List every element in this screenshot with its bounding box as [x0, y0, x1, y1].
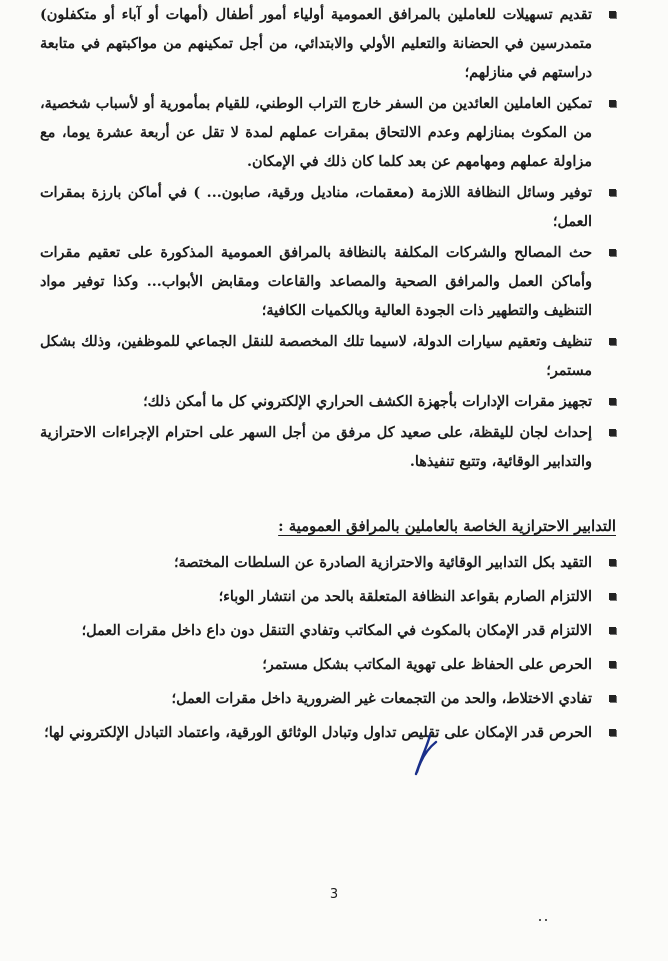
signature-mark: [410, 732, 440, 778]
list-item-text: التقيد بكل التدابير الوقائية والاحترازية الصادرة عن السلطات المختصة؛: [173, 554, 592, 571]
list-item-text: الحرص قدر الإمكان على تقليص تداول وتبادل الوثائق الورقية، واعتماد التبادل الإلكتروني لها؛: [44, 724, 592, 741]
speck-mark: [539, 919, 541, 921]
list-item-text: إحداث لجان لليقظة، على صعيد كل مرفق من أجل السهر على احترام الإجراءات الاحترازية والتدابير الوقائية، وتتبع تنفيذها.: [40, 424, 592, 470]
bullet-icon: [609, 661, 616, 668]
list-item-text: الالتزام قدر الإمكان بالمكوث في المكاتب وتفادي التنقل دون داع داخل مقرات العمل؛: [81, 622, 592, 639]
speck-mark: [545, 919, 547, 921]
list-item: [40, 718, 616, 747]
list-item: [40, 582, 616, 611]
bullet-icon: [609, 559, 616, 566]
bullet-icon: [609, 398, 616, 405]
list-item: [40, 387, 616, 416]
list-item-text: تفادي الاختلاط، والحد من التجمعات غير الضرورية داخل مقرات العمل؛: [171, 690, 592, 707]
bullet-icon: [609, 100, 616, 107]
list-item: [40, 238, 616, 325]
bullet-icon: [609, 338, 616, 345]
bullet-icon: [609, 729, 616, 736]
list-item-text: تنظيف وتعقيم سيارات الدولة، لاسيما تلك المخصصة للنقل الجماعي للموظفين، وذلك بشكل مستمر؛: [40, 333, 592, 379]
bullet-icon: [609, 695, 616, 702]
bullet-icon: [609, 593, 616, 600]
bullet-icon: [609, 11, 616, 18]
list-item: [40, 327, 616, 385]
list-item: [40, 650, 616, 679]
list-item-text: الالتزام الصارم بقواعد النظافة المتعلقة بالحد من انتشار الوباء؛: [218, 588, 592, 605]
list-item: [40, 418, 616, 476]
list-item: [40, 616, 616, 645]
list-item-text: الحرص على الحفاظ على تهوية المكاتب بشكل مستمر؛: [262, 656, 592, 673]
list-item: [40, 684, 616, 713]
page-number: 3: [329, 887, 339, 902]
bullet-icon: [609, 429, 616, 436]
list-item: [40, 89, 616, 176]
bullet-icon: [609, 189, 616, 196]
bullet-icon: [609, 249, 616, 256]
measures-list-bottom: [40, 548, 616, 747]
list-item-text: تمكين العاملين العائدين من السفر خارج التراب الوطني، للقيام بمأمورية أو لأسباب شخصية، من المكوث بمنازلهم وعدم الالتحاق بمقرات عملهم لمدة لا تقل عن أربعة عشرة يوما، مع مزاولة عملهم ومهامهم عن بعد كلما كان ذلك في الإمكان.: [40, 95, 592, 170]
list-item-text: تقديم تسهيلات للعاملين بالمرافق العمومية أولياء أمور أطفال (أمهات أو آباء أو متكفلون) متمدرسين في الحضانة والتعليم الأولي والابتدائي، من أجل تمكينهم من مواكبتهم في متابعة دراستهم في منازلهم؛: [40, 6, 592, 81]
measures-list-top: [40, 0, 616, 476]
list-item-text: توفير وسائل النظافة اللازمة (معقمات، مناديل ورقية، صابون... ) في أماكن بارزة بمقرات العمل؛: [40, 184, 592, 230]
list-item-text: تجهيز مقرات الإدارات بأجهزة الكشف الحراري الإلكتروني كل ما أمكن ذلك؛: [143, 393, 592, 410]
list-item-text: حث المصالح والشركات المكلفة بالنظافة بالمرافق العمومية المذكورة على تعقيم مقرات وأماكن العمل والمرافق الصحية والمصاعد والقاعات ومقابض الأبواب... وكذا توفير مواد التنظيف والتطهير ذات الجودة العالية وبالكميات الكافية؛: [40, 244, 592, 319]
document-body: [40, 0, 616, 752]
list-item: [40, 0, 616, 87]
list-item: [40, 548, 616, 577]
bullet-icon: [609, 627, 616, 634]
list-item: [40, 178, 616, 236]
section-heading: التدابير الاحترازية الخاصة بالعاملين بالمرافق العمومية :: [278, 518, 616, 535]
